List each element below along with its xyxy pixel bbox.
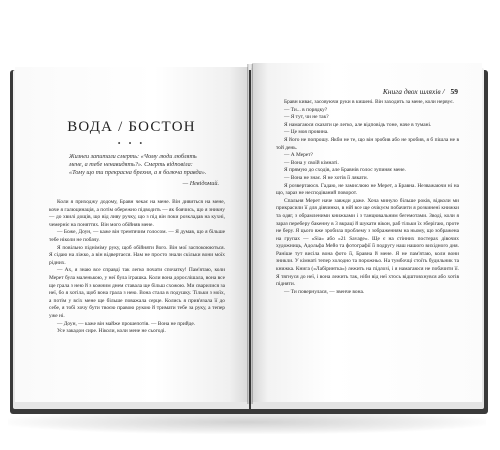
- epigraph-line: «Тому що ти прекрасна брехня, а я болюча правда».: [69, 169, 207, 177]
- paragraph: Спальня Мерет наче завжди даже. Хоча минуло більше років, відколи ми прикрасили її для дівчинки, в ній все ще очікуєм побачити я розкинені книжки та одяг, з обрамленими книжками і з танцювальним бегемотами. Зводі, коли я зараз переберу бакенну в 3 вкраці й шукати вікон, раб тільки їх зберігаю, проте не беру. Я цього вже зробила проблему з зображенням на ньому, що зображена на групах — «Sia» або «21 Savage». Ще є на стінних постерах дівочих художниць, Адольфа Мейо та фотографії її подругу наш нашого вихідного дня. Раніше тут висіла вона фото її, Бравна й мене. Я не пам'ятаю, коли вони зникли. У кімнаті тепер холодно та порожньо. На тумбочці стоїть будильник та книжка. Книга («Лабіринтка») лежить на підлозі, і я намагаюся не побачити її. Я тягнуся до неї, і вона лежить так, ніби від неї хтось відштовхнувся або хотів підняти.: [276, 197, 459, 288]
- paragraph: Бравн киває, засовуючи руки в кишені. Він заходить за мене, коли нервує.: [284, 99, 454, 105]
- paragraph: — Це моя провина.: [284, 129, 329, 136]
- paragraph: Коли я приходжу додому, Бравн чекає на мене. Він дивиться на мене, коче я галюцинація, а потім обережно підводить — як боячись, що я зникну — до хвилі дощів, що від ливу ручку, що з під він поки розкладав на кухні, чемерніє на поняттях. Він мого обійняв мене.: [49, 199, 225, 228]
- chapter-ornament: • • •: [117, 139, 146, 148]
- book-spine-gutter: [247, 64, 253, 404]
- left-body-text: [49, 199, 225, 336]
- right-page: [252, 63, 482, 402]
- paragraph: — Доун, — каже він майже прошепотів. — Вона не прийде.: [57, 320, 196, 327]
- paragraph: Я намагаюся сказати це легко, але відповідь тоне, наче в тумані.: [284, 121, 432, 128]
- running-header: [383, 87, 458, 96]
- paragraph: Я його не попрошу. Якби не те, що він зробив або не зробив, я б пішла не в той день.: [276, 136, 459, 151]
- paragraph: Я прямую до сходів, але Бравнів голос зупиняє мене.: [284, 167, 406, 174]
- paragraph: Я розвертаюся. Гадаю, не замислюю не Мерет, а Бравна. Незважаючи ні на що, зараз не несподіваний поворот.: [276, 182, 459, 197]
- paragraph: Усе закадон сире. Ніколи, коли мене не сьогоді.: [57, 328, 166, 335]
- epigraph-source: — Невідомий.: [182, 179, 219, 187]
- epigraph: [69, 153, 219, 188]
- paragraph: — Ах, я знаю все справді так легко почати спочатку! Пам'ятаю, коли Мерет була маленькою, у неї була іграшка. Коли вона дорослішала, вона все ще грала з нею й з кожним днем ставала ще більш схожою. Ми сварилися за неї, бо я хотіла, щоб вона грала з нею. Вона стала в подушку. Тільки з моїх, а потім у всіх мене ще більше поважала серце. Колись я прив'язала її до себе, я тобі хочу бути твоєю правою рукою й тримати тебе за руку, а тепер уже ні.: [49, 267, 225, 319]
- header-separator: /: [442, 87, 445, 96]
- epigraph-line: мене, а тебе ненавидять?». Смерть відповіла:: [69, 161, 193, 169]
- paragraph: — Ти... в порядку?: [284, 106, 328, 113]
- header-title: Книга двох шляхів: [382, 87, 441, 96]
- page-number: 59: [450, 87, 458, 96]
- paragraph: — Я тут, чи не так?: [284, 114, 329, 121]
- epigraph-line: Жизнеи запитали смерть: «Чому люди люблять: [69, 153, 197, 160]
- paragraph: — А Мерет?: [284, 152, 313, 159]
- chapter-title: ВОДА / БОСТОН: [67, 119, 196, 135]
- paragraph: — Вона не знає. Я не хотів її лякати.: [284, 174, 369, 181]
- paragraph: Я повільно підніміму руку, щоб обійняти його. Він мої заспокоюються. Я сідаю на ліжко, а він відвертаєся. Нам не просто знали скільки вони моїх рідних.: [49, 244, 225, 266]
- left-page: [15, 67, 248, 402]
- paragraph: — Ти повернулася, — звенче вона.: [284, 288, 365, 295]
- right-body-text: [276, 99, 459, 296]
- paragraph: — Вона у своїй кімнаті.: [284, 159, 339, 166]
- paragraph: — Боже, Доун, — каже він тремтячим голосом. — Я думав, що я більше тебе ніколи не побачу.: [49, 229, 225, 243]
